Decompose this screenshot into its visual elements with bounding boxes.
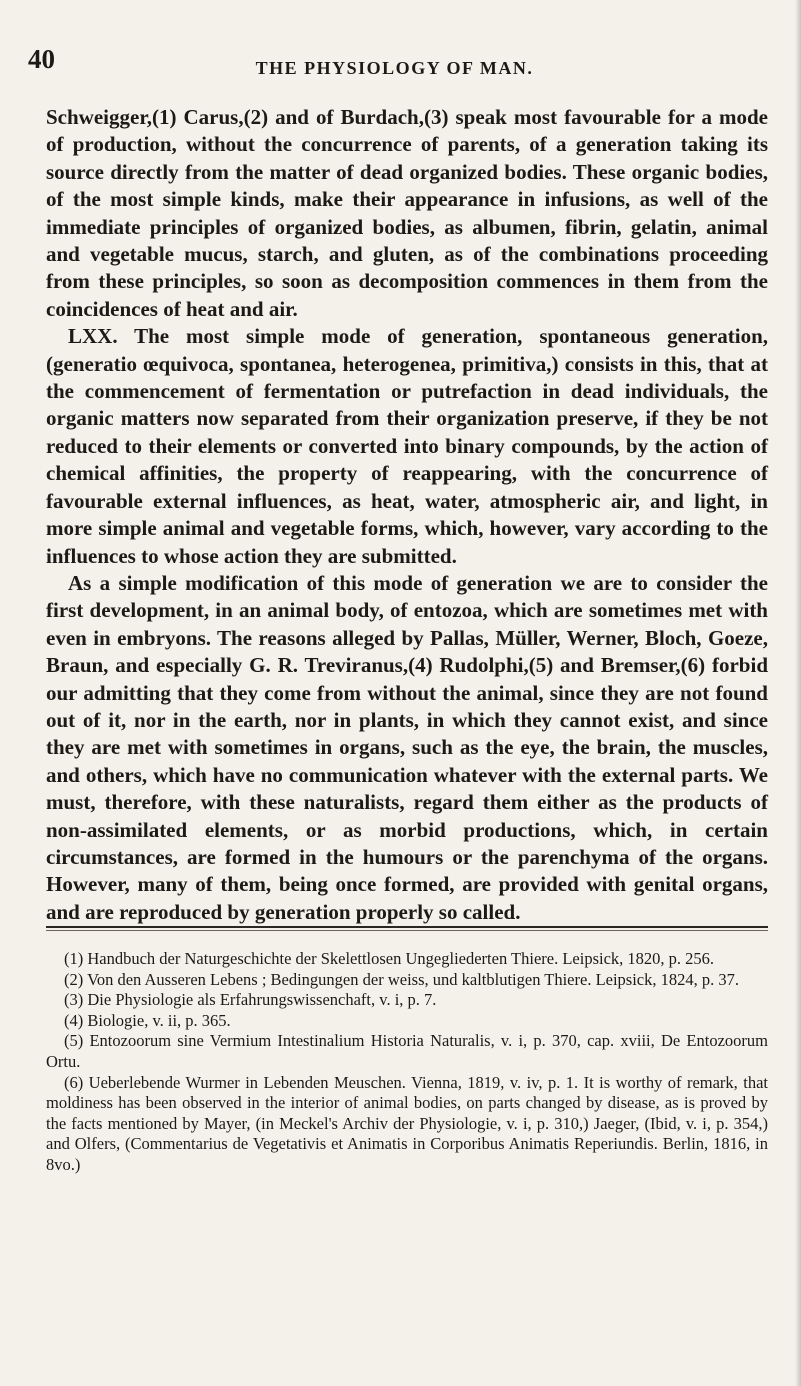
footnote-6: (6) Ueberlebende Wurmer in Lebenden Meuschen. Vienna, 1819, v. iv, p. 1. It is worthy of remark, that moldiness has been observed in the interior of animal bodies, on parts changed by disease, as is proved by the facts mentioned by Mayer, (in Meckel's Archiv der Physiologie, v. i, p. 310,) Jaeger, (Ibid, v. i, p. 354,) and Olfers, (Commentarius de Vegetativis et Animatis in Corporibus Animatis Reperiundis. Berlin, 1816, in 8vo.) xyxy=(46,1072,768,1174)
page-edge-shadow xyxy=(795,0,801,1386)
paragraph-2: LXX. The most simple mode of generation, spontaneous generation, (generatio œquivoca, spontanea, heterogenea, primitiva,) consists in this, that at the commencement of fermentation or putrefaction in dead individuals, the organic matters now separated from their organization preserve, if they be not reduced to their elements or converted into binary compounds, by the action of chemical affinities, the property of reappearing, with the concurrence of favourable external influences, as heat, water, atmospheric air, and light, in more simple animal and vegetable forms, which, however, vary according to the influences to whose action they are submitted. xyxy=(46,324,768,568)
footnotes xyxy=(46,949,768,1176)
footnote-divider xyxy=(46,926,768,928)
running-title: THE PHYSIOLOGY OF MAN. xyxy=(255,58,534,78)
footnote-5: (5) Entozoorum sine Vermium Intestinalium Historia Naturalis, v. i, p. 370, cap. xviii, De Entozoorum Ortu. xyxy=(46,1031,768,1071)
footnote-4: (4) Biologie, v. ii, p. 365. xyxy=(64,1010,231,1030)
paragraph-3: As a simple modification of this mode of generation we are to consider the first development, in an animal body, of entozoa, which are sometimes met with even in embryons. The reasons alleged by Pallas, Müller, Werner, Bloch, Goeze, Braun, and especially G. R. Treviranus,(4) Rudolphi,(5) and Bremser,(6) forbid our admitting that they come from without the animal, since they are not found out of it, nor in the earth, nor in plants, in which they cannot exist, and since they are met with sometimes in organs, such as the eye, the brain, the muscles, and others, which have no communication whatever with the external parts. We must, therefore, with these naturalists, regard them either as the products of non-assimilated elements, or as morbid productions, which, in certain circumstances, are formed in the humours or the parenchyma of the organs. However, many of them, being once formed, are provided with genital organs, and are reproduced by generation properly so called. xyxy=(46,570,768,924)
footnote-divider-thin xyxy=(46,930,768,931)
footnote-1: (1) Handbuch der Naturgeschichte der Skelettlosen Ungegliederten Thiere. Leipsick, 1820, p. 256. xyxy=(64,949,715,968)
page-number: 40 xyxy=(28,44,55,74)
paragraph-1: Schweigger,(1) Carus,(2) and of Burdach,(3) speak most favourable for a mode of production, without the concurrence of parents, of a generation taking its source directly from the matter of dead organized bodies. These organic bodies, of the most simple kinds, make their appearance in infusions, as well of the immediate principles of organized bodies, as albumen, fibrin, gelatin, animal and vegetable mucus, starch, and gluten, as of the combinations proceeding from these principles, so soon as decomposition commences in them from the coincidences of heat and air. xyxy=(46,105,768,321)
body-text xyxy=(46,104,768,926)
footnote-2: (2) Von den Ausseren Lebens ; Bedingungen der weiss, und kaltblutigen Thiere. Leipsick, 1824, p. 37. xyxy=(64,969,740,989)
footnote-3: (3) Die Physiologie als Erfahrungswissenchaft, v. i, p. 7. xyxy=(64,990,437,1010)
page-header xyxy=(28,44,761,84)
